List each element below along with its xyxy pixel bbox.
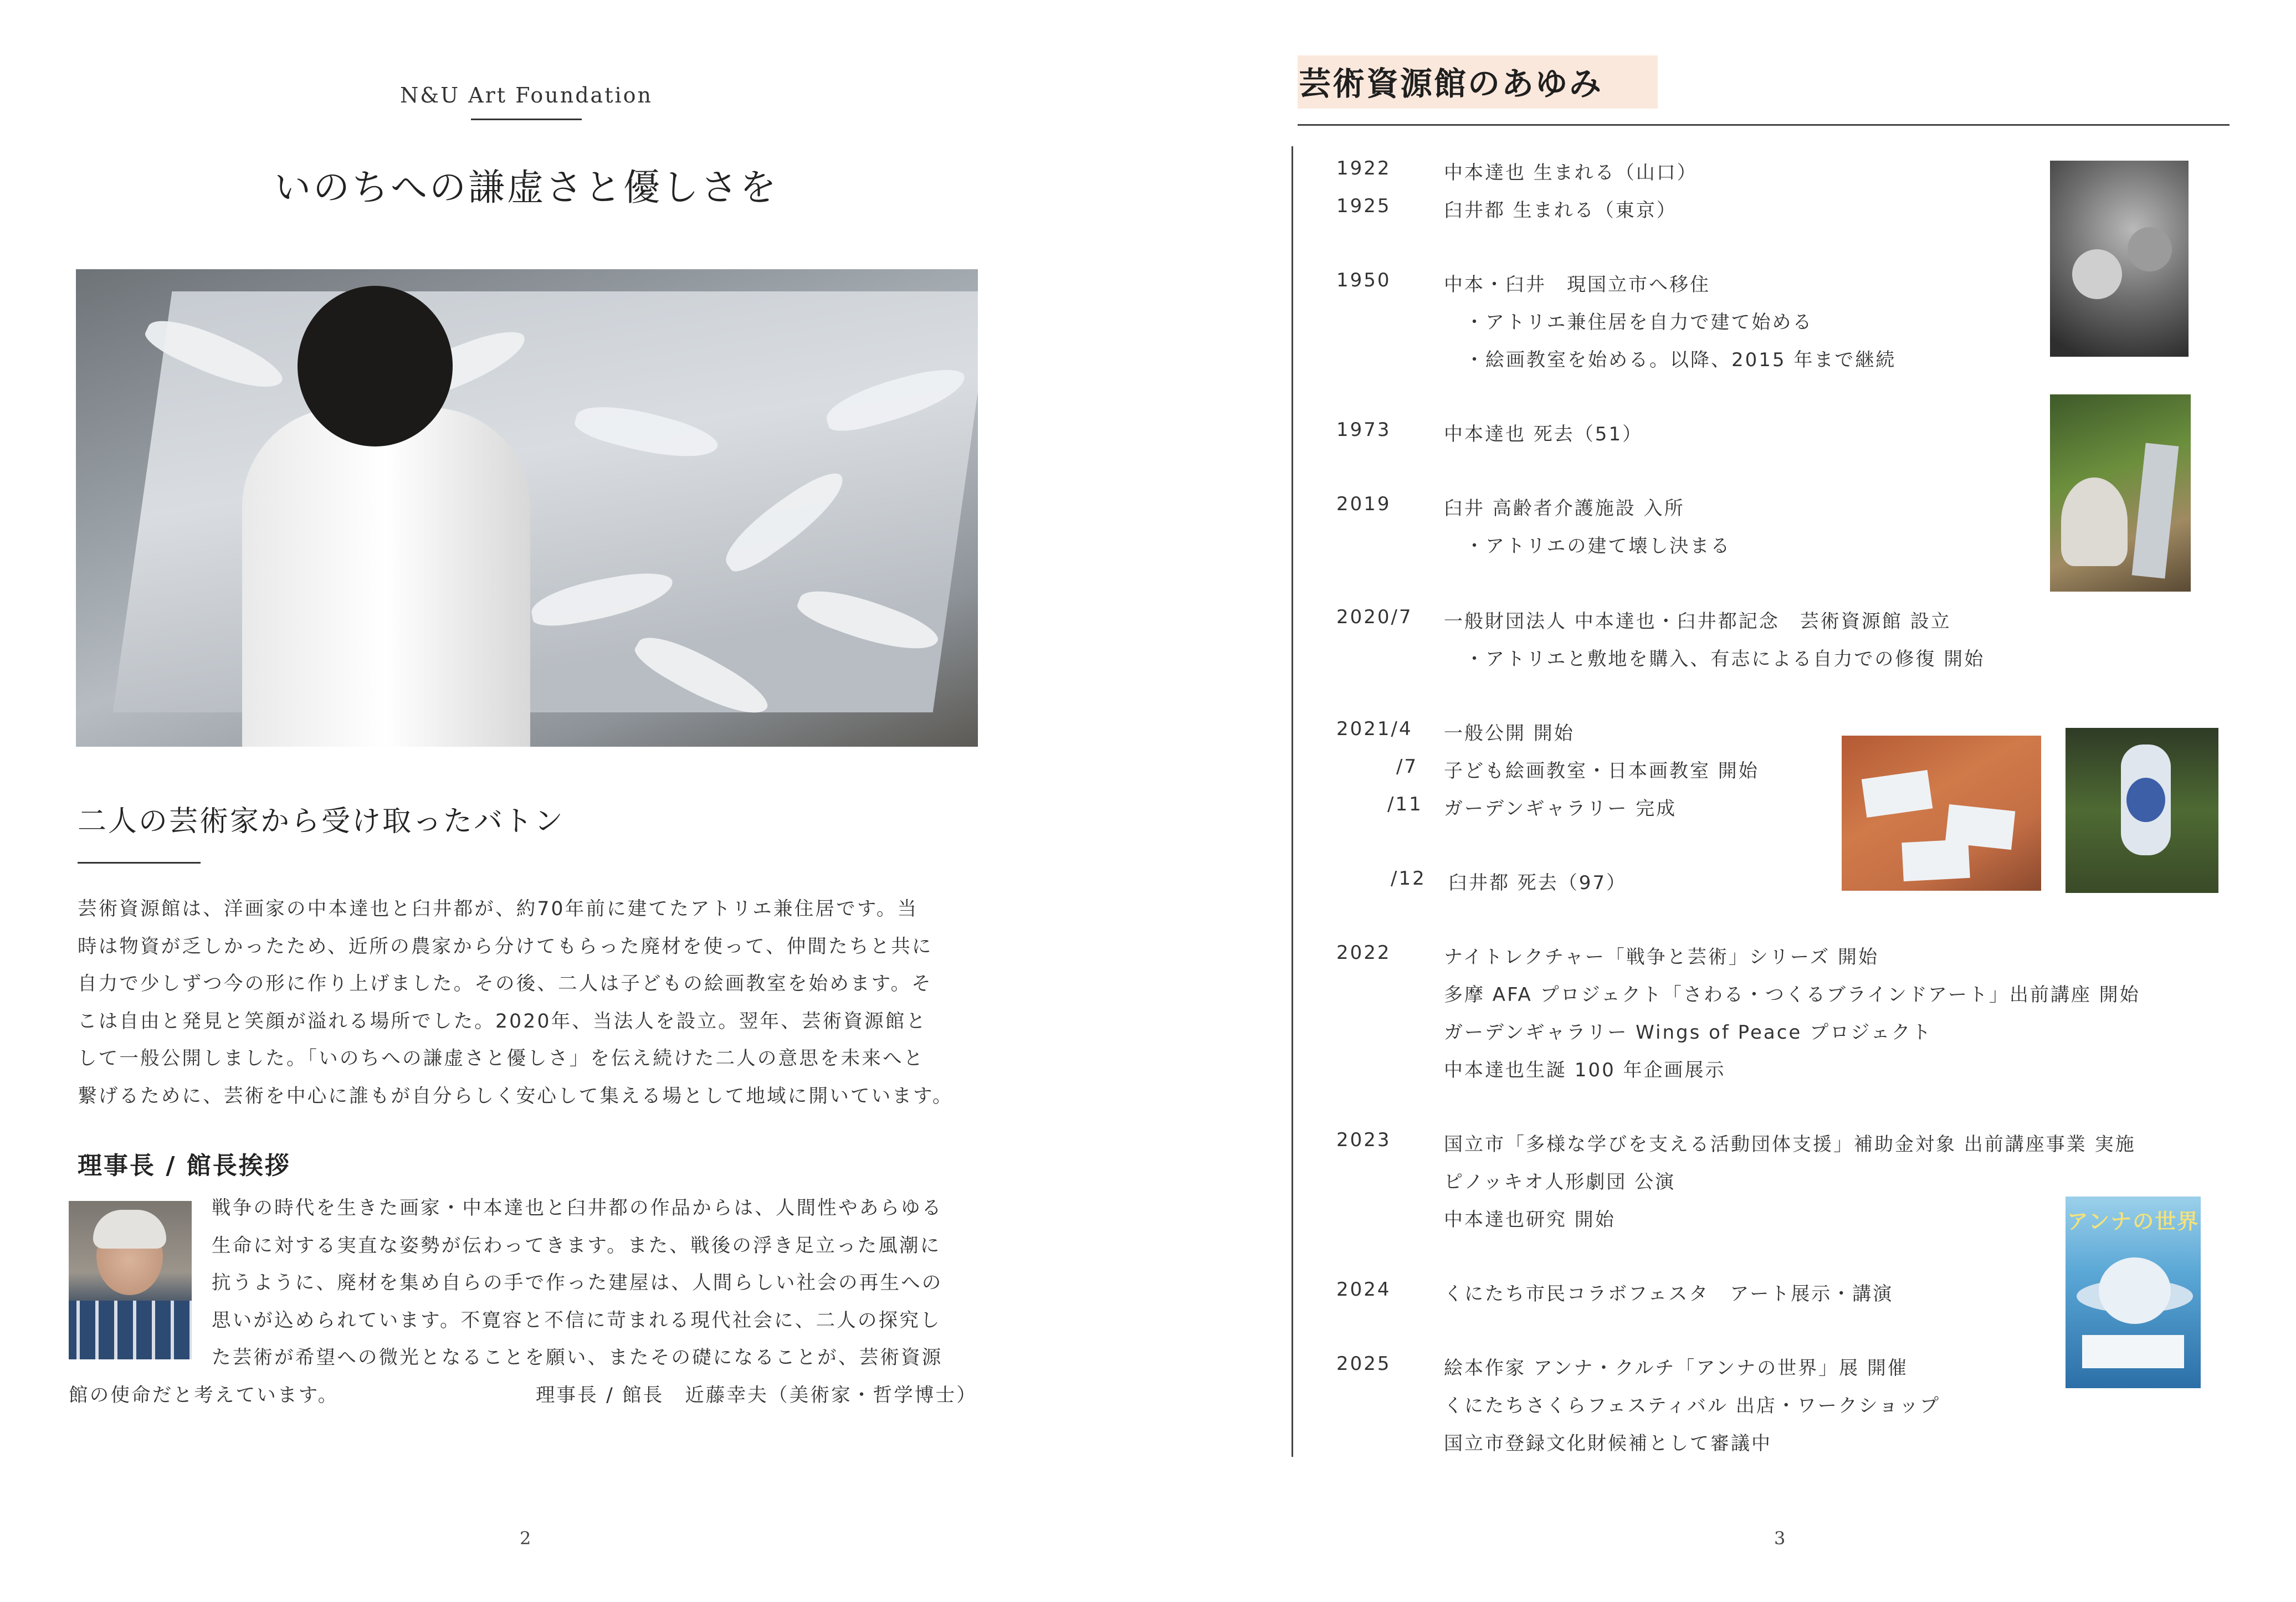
greeting-title: 理事長 / 館長挨拶 [78,1152,291,1180]
right-page [1148,0,2296,1602]
rabbit-pattern [2126,778,2165,822]
child-with-paper-birds-photo [76,269,978,747]
photo-beam [2132,443,2179,579]
photo-figure [2061,477,2128,566]
timeline-entry: ピノッキオ人形劇団 公演 [1444,1171,1676,1193]
organization-name: N&U Art Foundation [399,83,653,107]
timeline-entry: 中本達也 生まれる（山口） [1444,162,1698,184]
greeting-line: 思いが込められています。不寛容と不信に苛まれる現代社会に、二人の探究し [212,1309,941,1332]
timeline-year: /11 [1387,793,1423,815]
timeline-entry: 一般財団法人 中本達也・臼井都記念 芸術資源館 設立 [1444,610,1951,633]
greeting-line: 抗うように、廃材を集め自らの手で作った建屋は、人間らしい社会の再生への [212,1272,943,1294]
child-head [298,286,453,446]
timeline-year: 1922 [1336,157,1391,179]
page-number: 3 [1774,1528,1786,1549]
timeline-year: 2020/7 [1336,606,1413,628]
poster-info-box [2082,1335,2184,1368]
poster-bird [2099,1257,2171,1324]
timeline-entry: 一般公開 開始 [1444,722,1575,744]
timeline-year: 1925 [1336,195,1391,217]
greeting-line: 生命に対する実直な姿勢が伝わってきます。また、戦後の浮き足立った風潮に [212,1234,941,1257]
page-title: いのちへの謙虚さと優しさを [274,166,778,209]
timeline-entry: ナイトレクチャー「戦争と芸術」シリーズ 開始 [1444,946,1879,968]
timeline-entry: ・アトリエの建て壊し決まる [1465,535,1731,557]
timeline-entry: 子ども絵画教室・日本画教室 開始 [1444,760,1759,782]
painting-class-photo [1842,736,2041,891]
timeline-year: 2025 [1336,1353,1391,1375]
timeline-entry: ・絵画教室を始める。以降、2015 年まで継続 [1465,349,1897,371]
timeline-entry: 臼井都 生まれる（東京） [1444,199,1677,222]
greeting-line: た芸術が希望への微光となることを願い、またその礎になることが、芸術資源 [212,1347,943,1369]
organization-underline [471,119,582,120]
timeline-year: 2024 [1336,1278,1391,1301]
greeting-line: 戦争の時代を生きた画家・中本達也と臼井都の作品からは、人間性やあらゆる [212,1197,943,1219]
photo-figure [2072,249,2122,299]
greeting-paragraph [69,1190,988,1414]
timeline-entry: 国立市登録文化財候補として審議中 [1444,1432,1772,1455]
timeline-year: 1950 [1336,269,1391,291]
title-rule [1298,124,2230,126]
section-title: 二人の芸術家から受け取ったバトン [78,805,565,838]
atelier-restoration-photo [2050,394,2191,592]
timeline-year: /12 [1391,867,1426,890]
signature: 理事長 / 館長 近藤幸夫（美術家・哲学博士） [535,1384,977,1406]
historic-bw-photo [2050,161,2189,357]
poster-title: アンナの世界 [2067,1209,2200,1234]
timeline-entry: 多摩 AFA プロジェクト「さわる・つくるブラインドアート」出前講座 開始 [1444,984,2140,1006]
timeline-entry: 中本達也生誕 100 年企画展示 [1444,1059,1726,1081]
anna-exhibition-poster [2066,1197,2201,1388]
timeline-year: /7 [1396,756,1418,778]
photo-paper [1902,839,1970,881]
garden-gallery-rabbit-photo [2066,728,2218,893]
timeline-year: 2022 [1336,942,1391,964]
timeline-year: 2021/4 [1336,718,1413,740]
timeline-entry: 臼井 高齢者介護施設 入所 [1444,497,1685,520]
intro-paragraph [78,891,986,1115]
section-underline [78,862,201,864]
timeline-entry: 絵本作家 アンナ・クルチ「アンナの世界」展 開催 [1444,1357,1908,1379]
timeline-entry: 中本達也 死去（51） [1444,423,1643,445]
timeline-year: 2023 [1336,1129,1391,1151]
timeline-entry: 国立市「多様な学びを支える活動団体支援」補助金対象 出前講座事業 実施 [1444,1133,2136,1156]
timeline-entry: 中本・臼井 現国立市へ移住 [1444,274,1710,296]
photo-figure [2128,227,2172,271]
body-line: して一般公開しました。「いのちへの謙虚さと優しさ」を伝え続けた二人の意思を未来へと [78,1048,925,1070]
history-title: 芸術資源館のあゆみ [1299,65,1603,102]
timeline-entry: ・アトリエ兼住居を自力で建て始める [1465,311,1813,333]
child-figure [242,408,530,747]
timeline-entry: ガーデンギャラリー 完成 [1444,798,1677,820]
timeline-rule [1292,146,1293,1457]
page-number: 2 [520,1528,531,1549]
greeting-line: 館の使命だと考えています。 [69,1384,339,1406]
timeline-entry: 中本達也研究 開始 [1444,1209,1616,1231]
body-line: 芸術資源館は、洋画家の中本達也と臼井都が、約70年前に建てたアトリエ兼住居です。当 [78,898,919,920]
timeline-entry: くにたちさくらフェスティバル 出店・ワークショップ [1444,1395,1941,1417]
timeline-entry: ガーデンギャラリー Wings of Peace プロジェクト [1444,1021,1933,1044]
timeline-entry: ・アトリエと敷地を購入、有志による自力での修復 開始 [1465,648,1985,670]
timeline-entry: 臼井都 死去（97） [1448,872,1627,894]
body-line: 繋げるために、芸術を中心に誰もが自分らしく安心して集える場として地域に開いています。 [78,1085,954,1107]
body-line: こは自由と発見と笑顔が溢れる場所でした。2020年、当法人を設立。翌年、芸術資源館と [78,1010,927,1033]
timeline-year: 2019 [1336,493,1391,515]
body-line: 時は物資が乏しかったため、近所の農家から分けてもらった廃材を使って、仲間たちと共に [78,935,933,958]
timeline-entry: くにたち市民コラボフェスタ アート展示・講演 [1444,1283,1894,1305]
timeline-year: 1973 [1336,419,1391,441]
photo-paper [1862,770,1933,818]
body-line: 自力で少しずつ今の形に作り上げました。その後、二人は子どもの絵画教室を始めます。そ [78,973,932,995]
